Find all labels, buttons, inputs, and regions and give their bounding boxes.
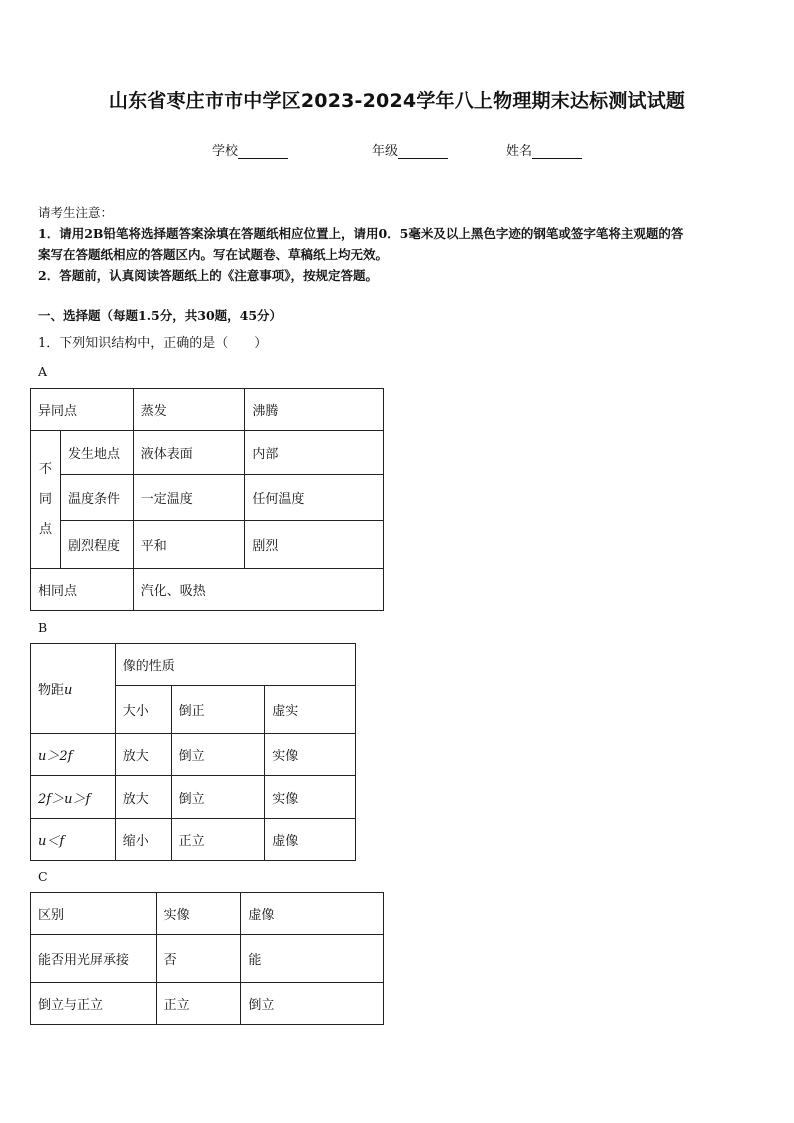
table-cell: 蒸发 xyxy=(133,389,245,431)
table-cell: 虚实 xyxy=(265,686,356,734)
table-cell: 能否用光屏承接 xyxy=(31,935,157,983)
option-c-label[interactable]: C xyxy=(38,869,48,884)
object-distance-cell xyxy=(31,644,116,734)
table-cell: 平和 xyxy=(133,521,245,569)
table-cell: 异同点 xyxy=(31,389,134,431)
notice-heading: 请考生注意： xyxy=(38,205,114,220)
table-cell: 区别 xyxy=(31,893,157,935)
table-cell: 虚像 xyxy=(241,893,384,935)
group-label-cell xyxy=(31,431,61,569)
table-cell: 发生地点 xyxy=(60,431,133,475)
table-cell: 能 xyxy=(241,935,384,983)
table-cell: 剧烈程度 xyxy=(60,521,133,569)
option-a-table xyxy=(30,388,384,611)
table-cell: 实像 xyxy=(265,776,356,819)
table-cell: 倒立 xyxy=(171,776,265,819)
school-field[interactable] xyxy=(212,140,288,159)
name-label: 姓名 xyxy=(506,144,533,159)
option-b-label[interactable]: B xyxy=(38,620,48,635)
grade-field[interactable] xyxy=(372,140,448,159)
table-cell: 正立 xyxy=(156,983,241,1025)
group-label-char: 同 xyxy=(38,491,52,507)
option-b-table xyxy=(30,643,356,861)
group-label-char: 不 xyxy=(38,461,52,477)
name-field[interactable] xyxy=(506,140,582,159)
table-cell: 正立 xyxy=(171,819,265,861)
table-cell: 大小 xyxy=(115,686,171,734)
table-cell: 放大 xyxy=(115,734,171,776)
table-cell: 2f＞u＞f xyxy=(31,776,116,819)
school-blank[interactable] xyxy=(238,144,288,159)
page-title: 山东省枣庄市市中学区2023-2024学年八上物理期末达标测试试题 xyxy=(108,90,686,112)
grade-blank[interactable] xyxy=(398,144,448,159)
table-cell: 一定温度 xyxy=(133,475,245,521)
table-cell: 倒正 xyxy=(171,686,265,734)
table-cell: 实像 xyxy=(265,734,356,776)
object-distance-label: 物距 xyxy=(38,683,65,698)
table-cell: 倒立与正立 xyxy=(31,983,157,1025)
notice-item-1: 1．请用2B铅笔将选择题答案涂填在答题纸相应位置上，请用0．5毫米及以上黑色字迹的钢笔或签字笔将主观题的答 xyxy=(38,226,684,241)
table-cell: 放大 xyxy=(115,776,171,819)
grade-label: 年级 xyxy=(372,144,399,159)
option-c-table xyxy=(30,892,384,1025)
section-title: 一、选择题（每题1.5分，共30题，45分） xyxy=(38,308,283,323)
object-distance-var: u xyxy=(64,683,73,698)
table-cell: 剧烈 xyxy=(245,521,384,569)
table-cell: 倒立 xyxy=(171,734,265,776)
name-blank[interactable] xyxy=(532,144,582,159)
table-cell: 内部 xyxy=(245,431,384,475)
table-cell: 否 xyxy=(156,935,241,983)
student-info-fields xyxy=(0,140,794,160)
table-cell: u＞2f xyxy=(31,734,116,776)
table-cell: 液体表面 xyxy=(133,431,245,475)
table-cell: 实像 xyxy=(156,893,241,935)
notice-item-2: 2．答题前，认真阅读答题纸上的《注意事项》，按规定答题。 xyxy=(38,268,378,283)
exam-notice xyxy=(38,202,760,286)
table-cell: 倒立 xyxy=(241,983,384,1025)
table-cell: 缩小 xyxy=(115,819,171,861)
table-cell: 沸腾 xyxy=(245,389,384,431)
group-label-char: 点 xyxy=(38,521,52,537)
table-cell: 虚像 xyxy=(265,819,356,861)
notice-item-1-cont: 案写在答题纸相应的答题区内。写在试题卷、草稿纸上均无效。 xyxy=(38,247,389,262)
question-1: 1．下列知识结构中，正确的是（ ） xyxy=(38,336,268,351)
table-cell: u＜f xyxy=(31,819,116,861)
table-cell: 温度条件 xyxy=(60,475,133,521)
table-cell: 相同点 xyxy=(31,569,134,611)
table-cell: 任何温度 xyxy=(245,475,384,521)
table-cell: 汽化、吸热 xyxy=(133,569,383,611)
school-label: 学校 xyxy=(212,144,239,159)
option-a-label[interactable]: A xyxy=(38,364,48,379)
table-cell: 像的性质 xyxy=(115,644,355,686)
